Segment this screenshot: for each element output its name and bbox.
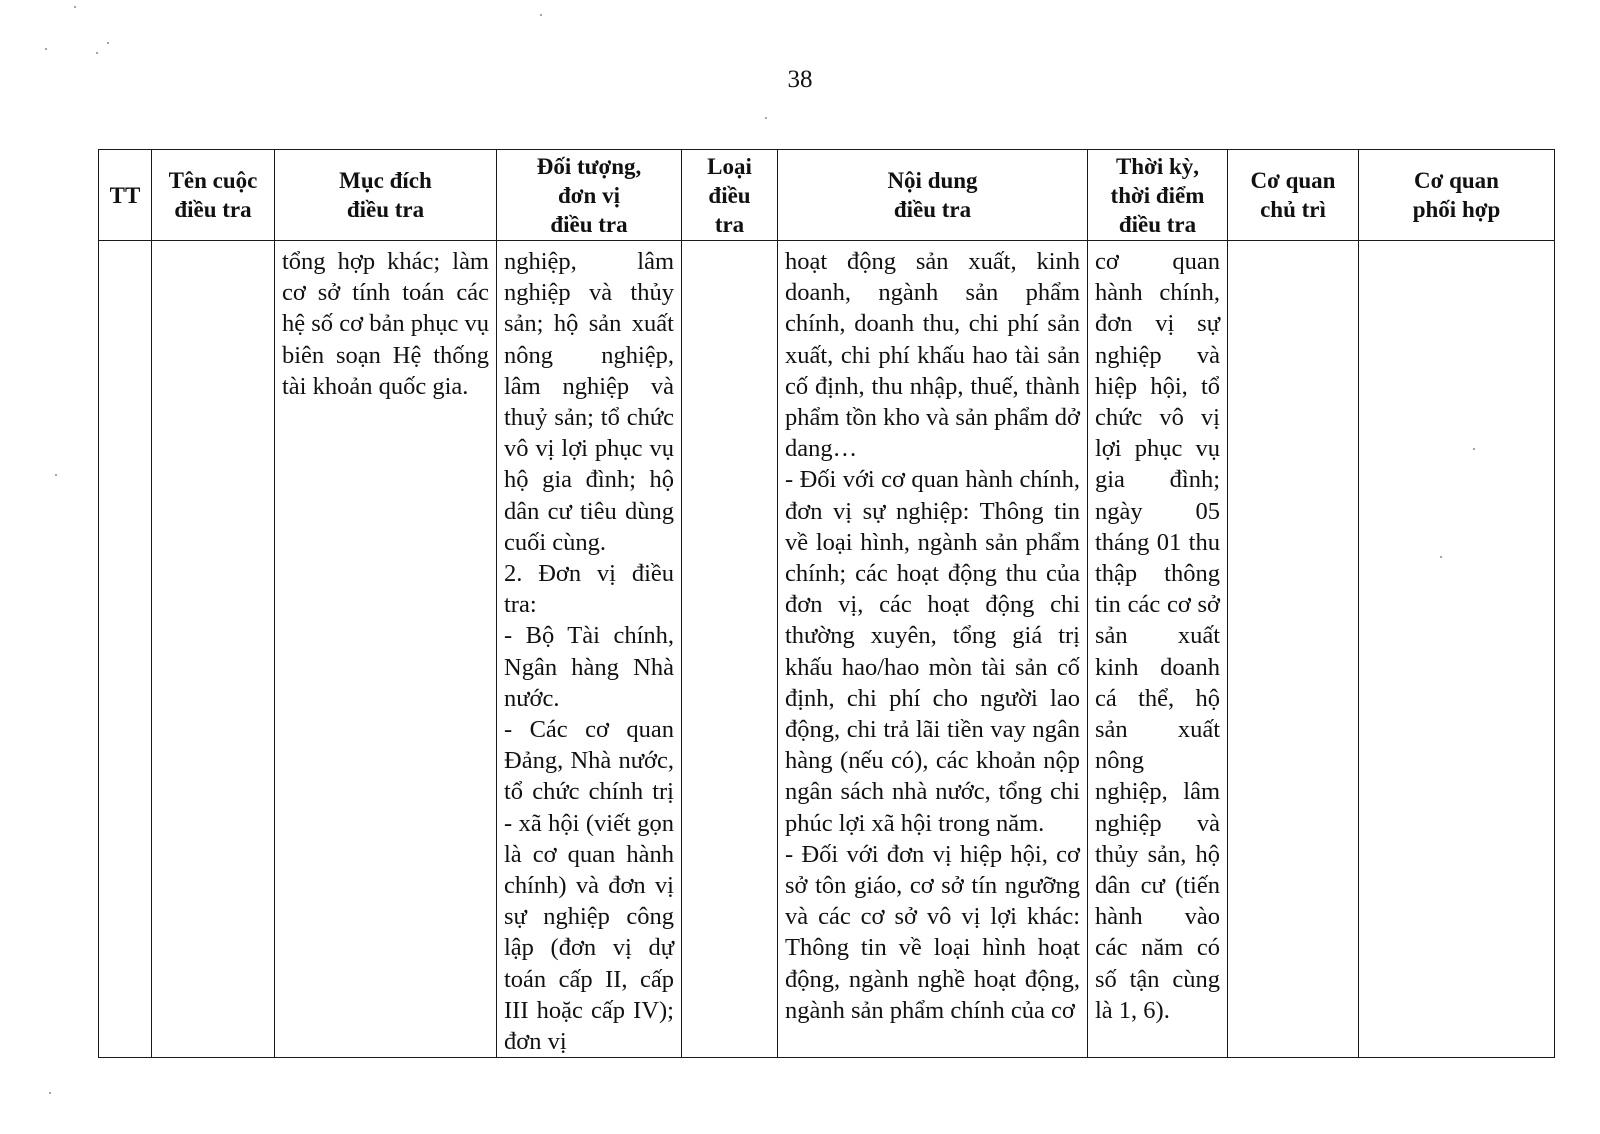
header-muc-dich-dieu-tra: Mục đích điều tra <box>275 150 497 241</box>
header-thoi-ky-dieu-tra: Thời kỳ, thời điểm điều tra <box>1088 150 1228 241</box>
scan-speck <box>55 474 57 476</box>
cell-noi-dung-dieu-tra: hoạt động sản xuất, kinh doanh, ngành sản phẩm chính, doanh thu, chi phí sản xuất, chi phí khấu hao tài sản cố định, thu nhập, thuế, thành phẩm tồn kho và sản phẩm dở dang… - Đối với cơ quan hành chính, đơn vị sự nghiệp: Thông tin về loại hình, ngành sản phẩm chính; các hoạt động thu của đơn vị, các hoạt động chi thường xuyên, tổng giá trị khấu hao/hao mòn tài sản cố định, chi phí cho người lao động, chi trả lãi tiền vay ngân hàng (nếu có), các khoản nộp ngân sách nhà nước, tổng chi phúc lợi xã hội trong năm. - Đối với đơn vị hiệp hội, cơ sở tôn giáo, cơ sở tín ngưỡng và các cơ sở vô vị lợi khác: Thông tin về loại hình hoạt động, ngành nghề hoạt động, ngành sản phẩm chính của cơ <box>778 241 1088 1058</box>
header-noi-dung-dieu-tra: Nội dung điều tra <box>778 150 1088 241</box>
scan-speck <box>540 14 542 16</box>
cell-ten-cuoc-dieu-tra <box>152 241 275 1058</box>
header-ten-cuoc-dieu-tra: Tên cuộc điều tra <box>152 150 275 241</box>
scan-speck <box>765 117 767 119</box>
header-doi-tuong-don-vi-dieu-tra: Đối tượng, đơn vị điều tra <box>497 150 682 241</box>
scan-speck <box>96 52 98 54</box>
cell-muc-dich-dieu-tra: tổng hợp khác; làm cơ sở tính toán các hệ số cơ bản phục vụ biên soạn Hệ thống tài khoản quốc gia. <box>275 241 497 1058</box>
cell-thoi-ky-dieu-tra: cơ quan hành chính, đơn vị sự nghiệp và hiệp hội, tổ chức vô vị lợi phục vụ gia đình; ngày 05 tháng 01 thu thập thông tin các cơ sở sản xuất kinh doanh cá thể, hộ sản xuất nông nghiệp, lâm nghiệp và thủy sản, hộ dân cư (tiến hành vào các năm có số tận cùng là 1, 6). <box>1088 241 1228 1058</box>
scan-speck <box>45 48 47 50</box>
cell-co-quan-chu-tri <box>1228 241 1359 1058</box>
header-tt: TT <box>99 150 152 241</box>
scan-speck <box>1473 448 1475 450</box>
page-number: 38 <box>787 66 813 93</box>
header-co-quan-phoi-hop: Cơ quan phối hợp <box>1359 150 1555 241</box>
scan-speck <box>1440 556 1442 558</box>
scan-speck <box>107 42 109 44</box>
table-row <box>99 241 1555 1058</box>
cell-doi-tuong-don-vi-dieu-tra: nghiệp, lâm nghiệp và thủy sản; hộ sản xuất nông nghiệp, lâm nghiệp và thuỷ sản; tổ chức vô vị lợi phục vụ hộ gia đình; hộ dân cư tiêu dùng cuối cùng. 2. Đơn vị điều tra: - Bộ Tài chính, Ngân hàng Nhà nước. - Các cơ quan Đảng, Nhà nước, tổ chức chính trị - xã hội (viết gọn là cơ quan hành chính) và đơn vị sự nghiệp công lập (đơn vị dự toán cấp II, cấp III hoặc cấp IV); đơn vị <box>497 241 682 1058</box>
survey-table <box>98 149 1555 1058</box>
scan-speck <box>74 6 76 8</box>
table-header-row <box>99 150 1555 241</box>
cell-loai-dieu-tra <box>682 241 778 1058</box>
cell-tt <box>99 241 152 1058</box>
cell-co-quan-phoi-hop <box>1359 241 1555 1058</box>
header-loai-dieu-tra: Loại điều tra <box>682 150 778 241</box>
scan-speck <box>49 1092 51 1094</box>
header-co-quan-chu-tri: Cơ quan chủ trì <box>1228 150 1359 241</box>
